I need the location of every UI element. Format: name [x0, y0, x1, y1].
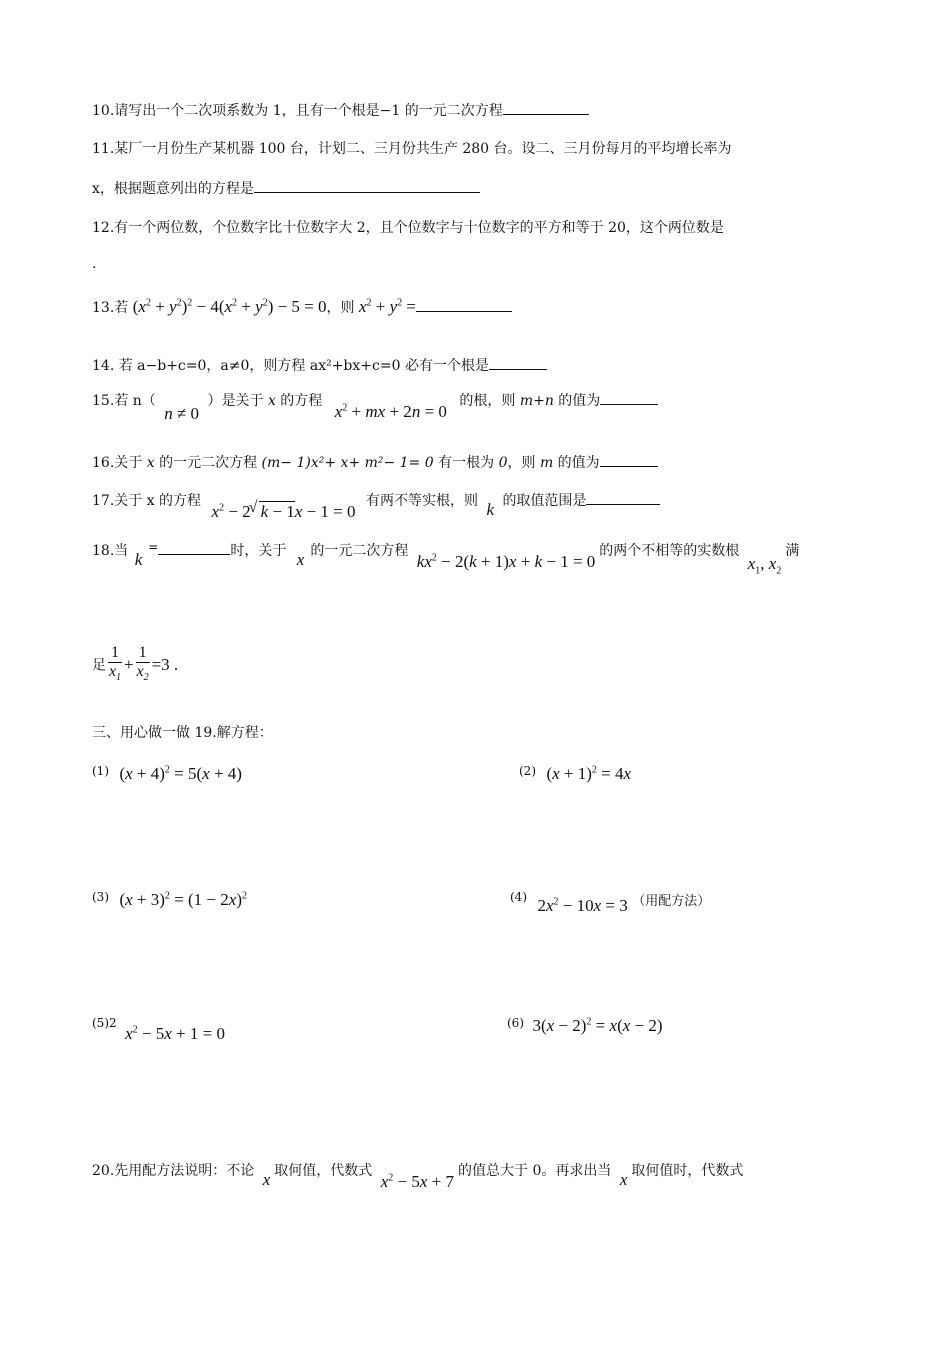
question-18-roots: $x_1$, $x_2$: [747, 554, 782, 577]
question-15-prefix: 15.若 n（: [92, 393, 156, 409]
question-13-expression: $x^2 + y^2$ =: [358, 297, 417, 316]
question-15-end: 的值为: [558, 393, 601, 409]
question-17-equation: $x^2 - 2√$ k − 1x − 1 = 0: [212, 502, 356, 522]
question-17-var: k: [486, 500, 494, 519]
question-16-then: ，则: [507, 455, 536, 471]
problem-1-equation: $(x + 4)^2 = 5(x + 4)$: [119, 764, 242, 783]
question-15-suffix: 的根，则: [459, 393, 516, 409]
question-18: [92, 540, 800, 577]
question-16-end: 的值为: [557, 455, 600, 471]
question-18-mid2: 的一元二次方程: [310, 543, 409, 559]
question-15-equation: $x^2$ + mx + 2n = 0: [334, 402, 447, 421]
question-14: [92, 355, 547, 375]
answer-blank: [600, 452, 658, 467]
question-18-suffix: 的两个不相等的实数根: [599, 543, 740, 559]
problem-5-equation: $x^2 - 5x + 1 = 0$: [125, 1024, 225, 1043]
question-20: [92, 1160, 744, 1191]
question-15: [92, 390, 658, 423]
question-18-line2: 足 $\frac{1}{x_1}$ + $\frac{1}{x_2}$ =3 .: [92, 644, 178, 687]
fraction-1-over-x2: $\frac{1}{x_2}$: [136, 644, 149, 684]
question-16-suffix: 有一根为: [438, 455, 495, 471]
question-18-end: 满: [785, 543, 800, 559]
question-16-mid: 的一元二次方程: [159, 455, 258, 471]
question-20-expression: $x^2 - 5x + 7$: [380, 1172, 454, 1191]
question-16-m: m: [539, 455, 554, 471]
problem-6-equation: $3(x - 2)^2 = x(x - 2)$: [532, 1016, 663, 1035]
question-17-prefix: 17.关于 x 的方程: [92, 493, 202, 509]
answer-blank: [489, 355, 547, 370]
problem-label: (5)2: [92, 1016, 117, 1030]
question-18-prefix: 18.当: [92, 543, 129, 559]
question-15-paren-close: ）是关于: [207, 393, 264, 409]
problem-4-equation: $2x^2 - 10x = 3$: [537, 896, 628, 915]
problem-3: [92, 890, 247, 910]
question-20-mid: 取何值，代数式: [274, 1163, 373, 1179]
problem-label: (6): [507, 1016, 524, 1030]
question-20-prefix: 20.先用配方法说明：不论: [92, 1163, 255, 1179]
question-13: [92, 297, 512, 317]
answer-blank: [600, 390, 658, 405]
problem-4: [510, 890, 711, 915]
question-18-equation: $kx^2 - 2(k + 1)x + k - 1 = 0$: [416, 552, 596, 571]
problem-label: (2): [519, 764, 536, 778]
question-15-mid: 的方程: [280, 393, 323, 409]
answer-blank: [586, 490, 660, 505]
question-16: [92, 452, 658, 472]
section-3-title: 三、用心做一做 19.解方程：: [92, 725, 273, 741]
question-16-equation: (m− 1)x²+ x+ m²− 1= 0: [261, 455, 434, 471]
question-18-line2-prefix: 足: [92, 657, 106, 674]
question-20-var: x: [262, 1170, 271, 1189]
answer-blank: [503, 100, 589, 115]
question-16-prefix: 16.关于: [92, 455, 143, 471]
question-20-var2: x: [619, 1170, 628, 1189]
question-11-line2: [92, 178, 480, 198]
problem-1: [92, 764, 242, 784]
question-18-mid: 时，关于: [230, 543, 287, 559]
question-15-condition: n ≠ 0: [164, 404, 200, 423]
question-14-text: 14. 若 a−b+c=0，a≠0，则方程 ax²+bx+c=0 必有一个根是: [92, 358, 489, 374]
question-17-suffix: 有两不等实根，则: [365, 493, 478, 509]
question-20-end: 取何值时，代数式: [631, 1163, 744, 1179]
question-16-zero: 0: [498, 455, 508, 471]
question-18-x: x: [296, 550, 305, 569]
question-18-eq: =: [148, 540, 159, 554]
question-17-end: 的取值范围是: [502, 493, 587, 509]
problem-5: [92, 1016, 225, 1043]
fraction-1-over-x1: $\frac{1}{x_1}$: [108, 644, 122, 684]
problem-label: (1): [92, 764, 109, 778]
problem-label: (4): [510, 890, 527, 904]
question-12-line1: 12.有一个两位数，个位数字比十位数字大 2，且个位数字与十位数字的平方和等于 20，这个两位数是: [92, 220, 724, 236]
question-17: [92, 490, 660, 521]
problem-2: [519, 764, 631, 784]
question-13-middle: ，则: [326, 300, 355, 316]
answer-blank: [254, 178, 480, 193]
answer-blank: [416, 307, 512, 312]
question-16-var: x: [146, 455, 155, 471]
question-11-line1: 11.某厂一月份生产某机器 100 台，计划二、三月份共生产 280 台。设二、三月份每月的平均增长率为: [92, 141, 732, 157]
question-10-text: 10.请写出一个二次项系数为 1，且有一个根是−1 的一元二次方程: [92, 103, 503, 119]
answer-blank: [158, 540, 230, 555]
question-18-var: k: [134, 550, 143, 569]
question-12-line2: .: [92, 256, 97, 272]
question-13-prefix: 13.若: [92, 300, 129, 316]
question-10: [92, 100, 589, 120]
question-18-line2-suffix: =3 .: [151, 654, 179, 674]
question-15-expr: m+n: [519, 393, 554, 409]
question-15-var: x: [267, 393, 276, 409]
problem-3-equation: $(x + 3)^2 = (1 - 2x)^2$: [119, 890, 247, 909]
problem-6: [507, 1016, 663, 1036]
problem-label: (3): [92, 890, 109, 904]
question-13-equation: $(x^2 + y^2)^2 - 4(x^2 + y^2) - 5 = 0$: [132, 297, 327, 316]
question-11-text: x，根据题意列出的方程是: [92, 181, 254, 197]
question-20-suffix: 的值总大于 0。再求出当: [458, 1163, 612, 1179]
problem-2-equation: $(x + 1)^2 = 4x$: [546, 764, 632, 783]
problem-4-note: （用配方法）: [632, 894, 711, 909]
